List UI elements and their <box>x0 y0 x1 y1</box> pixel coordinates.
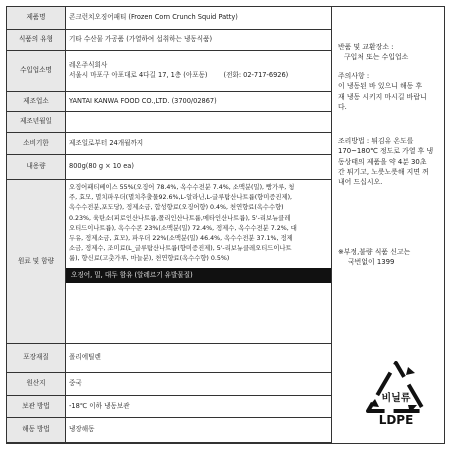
row-expiry <box>7 132 332 155</box>
ingredients-label: 원료 및 함량 <box>7 180 66 344</box>
packaging-value: 폴리에틸렌 <box>66 344 332 373</box>
importer-label: 수입업소명 <box>7 50 66 91</box>
caution-line: 이 냉동된 바 있으니 해동 후 <box>338 82 423 91</box>
product-name-label: 제품명 <box>7 7 66 30</box>
ingredients-line: 소금, 정제수, 조미료(L_글루탐산나트륨(향미증진제), 5'-리보뉴클레오티드이나트 <box>69 245 292 253</box>
ingredients-line: 0.23%, 육탄소(피로인산나트륨,폴리인산나트륨,메타인산나트륨), 5'-리보뉴클레 <box>69 214 291 222</box>
cooking-line: 내어 드십시오. <box>338 178 383 187</box>
row-packaging <box>7 344 332 373</box>
net-weight-label: 내용량 <box>7 155 66 180</box>
report-line: ※부정,불량 식품 신고는 <box>338 248 411 256</box>
row-manufacturer <box>7 91 332 112</box>
food-type-label: 식품의 유형 <box>7 30 66 51</box>
ingredients-line: 륨), 향신료(고춧가루, 마늘분), 천연향료(옥수수향) 0.5%) <box>69 255 230 263</box>
manufacturer-label: 제조업소 <box>7 91 66 112</box>
food-type-value: 기타 수산물 가공품 (가열하여 섭취하는 냉동식품) <box>66 30 332 51</box>
importer-address: 서울시 마포구 아포대로 4다길 17, 1층 (아포동) <box>69 70 208 79</box>
importer-value <box>66 50 332 91</box>
thawing-value: 냉장해동 <box>66 418 332 443</box>
recycle-code-text: LDPE <box>378 413 414 425</box>
exchange-text: 구입처 또는 수입업소 <box>344 53 409 62</box>
food-label <box>6 6 445 444</box>
exchange-title: 반품 및 교환장소 : <box>338 43 394 51</box>
row-manufacture-date <box>7 112 332 133</box>
row-origin <box>7 373 332 396</box>
ingredients-value <box>66 180 332 344</box>
importer-phone: (전화: 02-717-6926) <box>223 70 289 79</box>
caution-line: 다. <box>338 103 347 112</box>
caution-title: 주의사항 : <box>338 72 370 80</box>
side-panel <box>332 7 444 443</box>
ingredients-line: 주, 효모, 멸치파우더(멸치추출물92.6%,L-알라닌,L-글루탐산나트륨(향미증진제), <box>69 194 293 202</box>
cooking-line: 조리방법 : 튀김유 온도를 <box>338 137 414 145</box>
origin-label: 원산지 <box>7 373 66 396</box>
allergen-notice: 오징어, 밀, 대두 함유 (알레르기 유발물질) <box>66 268 331 284</box>
ingredients-line: 두유, 정제소금, 효모), 파우더 22%(소맥분(밀) 46.4%, 옥수수전분 37.1%, 정제 <box>69 234 293 242</box>
cooking-line: 170~180℃ 정도로 가열 후 냉 <box>338 147 434 156</box>
exchange-info <box>338 42 440 63</box>
storage-label: 보관 방법 <box>7 395 66 418</box>
storage-value: -18℃ 이하 냉동보관 <box>66 395 332 418</box>
row-food-type <box>7 30 332 51</box>
row-product-name <box>7 7 332 30</box>
expiry-value: 제조일로부터 24개월까지 <box>66 132 332 155</box>
report-info <box>338 247 440 268</box>
recycle-mark-icon <box>366 361 426 425</box>
manufacture-date-label: 제조년월일 <box>7 112 66 133</box>
importer-company: 레온주식회사 <box>69 61 108 70</box>
expiry-label: 소비기한 <box>7 132 66 155</box>
ingredients-line: 오티드이나트륨), 옥수수콘 23%(소맥분(밀) 72.4%, 정제수, 옥수수전분 7.2%, 대 <box>69 224 297 232</box>
recycle-arrowhead <box>406 367 415 375</box>
product-name-value: 콘크런치오징어패티 (Frozen Corn Crunch Squid Patty) <box>66 7 332 30</box>
ingredients-line: 오징어패티베이스 55%(오징어 78.4%, 옥수수전분 7.4%, 소맥분(밀), 빵가루, 청 <box>69 184 295 191</box>
row-thawing <box>7 418 332 443</box>
manufacturer-value: YANTAI KANWA FOOD CO.,LTD. (3700/02867) <box>66 91 332 112</box>
cooking-line: 간 튀기고, 노릇노릇해 지면 꺼 <box>338 168 429 177</box>
thawing-label: 해동 방법 <box>7 418 66 443</box>
packaging-label: 포장재질 <box>7 344 66 373</box>
importer-address-line <box>69 71 328 81</box>
row-importer <box>7 50 332 91</box>
cooking-line: 동상태의 제품을 약 4분 30초 <box>338 157 427 166</box>
row-ingredients <box>7 180 332 344</box>
cooking-info <box>338 136 440 188</box>
recycle-material-text: 비닐류 <box>381 393 411 404</box>
report-line: 국번없이 1399 <box>348 258 395 267</box>
ingredients-text <box>69 181 328 268</box>
caution-line: 재 냉동 시키지 마시길 바랍니 <box>338 92 427 101</box>
manufacture-date-value <box>66 112 332 133</box>
product-info-table <box>7 7 332 443</box>
origin-value: 중국 <box>66 373 332 396</box>
row-net-weight <box>7 155 332 180</box>
caution-info <box>338 71 440 112</box>
ingredients-line: 옥수수전분,포도당), 정제소금, 합성향료(오징어향) 0.4%, 천연향료(옥수수향) <box>69 204 284 212</box>
net-weight-value: 800g(80 g × 10 ea) <box>66 155 332 180</box>
row-storage <box>7 395 332 418</box>
